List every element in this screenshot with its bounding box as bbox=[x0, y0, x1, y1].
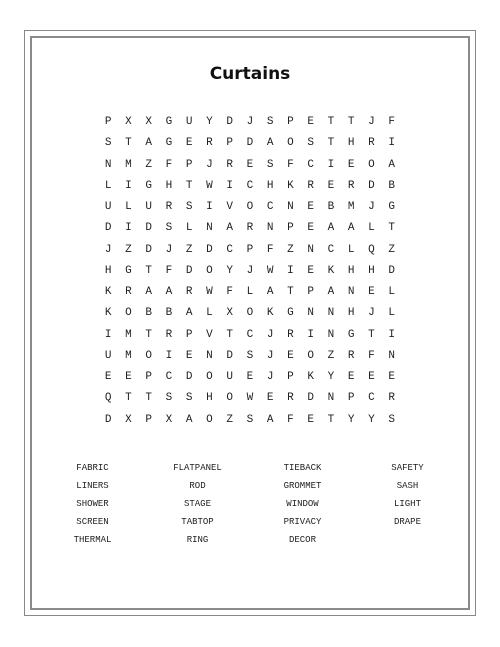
grid-letter: K bbox=[307, 371, 314, 383]
grid-letter: P bbox=[347, 392, 355, 405]
grid-letter: L bbox=[206, 307, 213, 320]
grid-letter: T bbox=[145, 328, 152, 341]
grid-letter: J bbox=[368, 307, 375, 320]
grid-letter: F bbox=[266, 243, 274, 256]
grid-letter: N bbox=[388, 349, 395, 362]
grid-letter: C bbox=[368, 392, 375, 405]
grid-letter: D bbox=[206, 243, 213, 256]
grid-letter: A bbox=[145, 286, 152, 298]
grid-letter: M bbox=[125, 349, 132, 362]
grid-letter: H bbox=[347, 137, 355, 150]
grid-letter: R bbox=[287, 392, 294, 405]
grid-letter: N bbox=[327, 328, 335, 341]
grid-letter: J bbox=[368, 201, 375, 213]
grid-letter: H bbox=[368, 264, 375, 277]
grid-letter: E bbox=[347, 158, 355, 171]
grid-letter: O bbox=[307, 349, 314, 362]
word-list-item: ROD bbox=[189, 481, 206, 491]
grid-letter: F bbox=[368, 349, 375, 362]
grid-letter: T bbox=[125, 392, 132, 405]
grid-letter: A bbox=[327, 286, 335, 298]
grid-letter: D bbox=[145, 243, 152, 256]
word-list-item: THERMAL bbox=[73, 535, 112, 545]
grid-letter: H bbox=[266, 179, 274, 192]
grid-letter: L bbox=[368, 222, 375, 235]
grid-letter: O bbox=[287, 137, 294, 150]
grid-letter: D bbox=[226, 116, 233, 128]
grid-letter: O bbox=[246, 307, 254, 320]
grid-letter: R bbox=[206, 137, 213, 150]
grid-letter: A bbox=[145, 137, 152, 150]
grid-letter: N bbox=[104, 158, 112, 171]
grid-letter: B bbox=[165, 307, 173, 320]
grid-letter: C bbox=[246, 179, 254, 192]
grid-letter: Q bbox=[368, 243, 375, 256]
grid-letter: U bbox=[104, 201, 112, 213]
word-list-item: FLATPANEL bbox=[173, 463, 222, 473]
grid-letter: I bbox=[104, 328, 112, 341]
grid-letter: D bbox=[185, 264, 193, 277]
grid-letter: D bbox=[368, 179, 375, 192]
grid-letter: P bbox=[246, 243, 254, 256]
grid-letter: G bbox=[347, 328, 355, 341]
grid-letter: M bbox=[125, 158, 132, 171]
grid-letter: R bbox=[226, 158, 233, 171]
grid-letter: O bbox=[368, 158, 375, 171]
grid-letter: H bbox=[347, 307, 355, 320]
word-list-item: LINERS bbox=[76, 481, 109, 491]
grid-letter: Z bbox=[327, 349, 335, 362]
grid-letter: J bbox=[246, 264, 254, 277]
grid-letter: J bbox=[266, 371, 274, 383]
grid-letter: O bbox=[206, 264, 213, 277]
grid-letter: V bbox=[206, 328, 213, 341]
grid-letter: H bbox=[347, 264, 355, 277]
grid-letter: L bbox=[347, 243, 355, 256]
grid-letter: E bbox=[307, 264, 314, 277]
grid-letter: S bbox=[246, 349, 254, 362]
grid-letter: F bbox=[165, 264, 173, 277]
grid-letter: R bbox=[368, 137, 375, 150]
grid-letter: S bbox=[185, 201, 193, 213]
grid-letter: I bbox=[165, 349, 173, 362]
grid-letter: H bbox=[206, 392, 213, 405]
grid-letter: T bbox=[327, 137, 335, 150]
grid-letter: X bbox=[125, 413, 132, 426]
grid-letter: H bbox=[165, 179, 173, 192]
grid-letter: E bbox=[104, 371, 112, 383]
grid-letter: D bbox=[104, 413, 112, 426]
grid-letter: C bbox=[226, 243, 233, 256]
grid-letter: E bbox=[185, 349, 193, 362]
grid-letter: N bbox=[206, 349, 213, 362]
letter-grid bbox=[98, 112, 402, 431]
grid-letter: E bbox=[368, 286, 375, 298]
grid-letter: T bbox=[287, 286, 294, 298]
grid-letter: O bbox=[206, 413, 213, 426]
grid-letter: B bbox=[388, 179, 395, 192]
grid-letter: D bbox=[307, 392, 314, 405]
grid-letter: A bbox=[165, 286, 173, 298]
grid-letter: L bbox=[185, 222, 193, 235]
grid-letter: E bbox=[185, 137, 193, 150]
grid-letter: E bbox=[307, 222, 314, 235]
grid-letter: V bbox=[226, 201, 233, 213]
grid-letter: Y bbox=[206, 116, 213, 128]
grid-letter: R bbox=[388, 392, 395, 405]
grid-letter: Z bbox=[226, 413, 233, 426]
grid-letter: R bbox=[347, 349, 355, 362]
grid-letter: E bbox=[327, 179, 335, 192]
grid-letter: L bbox=[125, 201, 132, 213]
grid-letter: I bbox=[125, 179, 132, 192]
grid-letter: L bbox=[388, 286, 395, 298]
grid-letter: I bbox=[388, 137, 395, 150]
grid-letter: G bbox=[165, 116, 173, 128]
grid-letter: E bbox=[287, 349, 294, 362]
grid-letter: M bbox=[125, 328, 132, 341]
grid-letter: R bbox=[246, 222, 254, 235]
grid-letter: I bbox=[287, 264, 294, 277]
grid-letter: Z bbox=[145, 158, 152, 171]
grid-letter: A bbox=[266, 137, 274, 150]
grid-letter: A bbox=[347, 222, 355, 235]
grid-letter: E bbox=[307, 116, 314, 128]
grid-letter: K bbox=[104, 286, 112, 298]
grid-letter: R bbox=[165, 201, 173, 213]
grid-letter: C bbox=[327, 243, 335, 256]
grid-letter: G bbox=[388, 201, 395, 213]
grid-letter: N bbox=[327, 307, 335, 320]
grid-letter: A bbox=[185, 413, 193, 426]
grid-letter: P bbox=[226, 137, 233, 150]
grid-letter: A bbox=[266, 286, 274, 298]
grid-letter: J bbox=[246, 116, 254, 128]
word-list bbox=[40, 459, 460, 549]
word-list-item: SHOWER bbox=[76, 499, 109, 509]
grid-letter: C bbox=[246, 328, 254, 341]
word-list-item: LIGHT bbox=[393, 499, 421, 509]
grid-letter: C bbox=[165, 371, 173, 383]
grid-letter: S bbox=[388, 413, 395, 426]
grid-letter: Y bbox=[226, 264, 233, 277]
word-list-item: STAGE bbox=[183, 499, 211, 509]
word-list-item: DRAPE bbox=[393, 517, 421, 527]
grid-letter: T bbox=[226, 328, 233, 341]
word-list-item: PRIVACY bbox=[283, 517, 322, 527]
grid-letter: A bbox=[388, 158, 395, 171]
grid-letter: O bbox=[206, 371, 213, 383]
grid-letter: T bbox=[388, 222, 395, 235]
grid-letter: T bbox=[185, 179, 193, 192]
grid-letter: E bbox=[307, 413, 314, 426]
grid-letter: E bbox=[246, 371, 254, 383]
grid-letter: W bbox=[246, 392, 254, 405]
grid-letter: Y bbox=[368, 413, 375, 426]
grid-letter: P bbox=[185, 158, 193, 171]
grid-letter: F bbox=[226, 286, 233, 298]
grid-letter: D bbox=[145, 222, 152, 235]
grid-letter: U bbox=[145, 201, 152, 213]
grid-letter: T bbox=[327, 116, 335, 128]
grid-letter: O bbox=[145, 349, 152, 362]
word-list-item: SAFETY bbox=[391, 463, 424, 473]
grid-letter: K bbox=[104, 307, 112, 320]
grid-letter: T bbox=[368, 328, 375, 341]
grid-letter: E bbox=[347, 371, 355, 383]
grid-letter: J bbox=[266, 328, 274, 341]
grid-letter: A bbox=[327, 222, 335, 235]
grid-letter: I bbox=[206, 201, 213, 213]
grid-letter: N bbox=[307, 307, 314, 320]
grid-letter: G bbox=[165, 137, 173, 150]
grid-letter: Y bbox=[347, 413, 355, 426]
grid-letter: X bbox=[145, 116, 152, 128]
grid-letter: W bbox=[206, 286, 213, 298]
word-list-item: RING bbox=[186, 535, 209, 545]
grid-letter: L bbox=[246, 286, 254, 298]
grid-letter: E bbox=[246, 158, 254, 171]
grid-letter: R bbox=[185, 286, 193, 298]
grid-letter: J bbox=[165, 243, 173, 256]
grid-letter: F bbox=[287, 413, 294, 426]
grid-letter: T bbox=[327, 413, 335, 426]
grid-letter: E bbox=[307, 201, 314, 213]
word-list-item: WINDOW bbox=[286, 499, 319, 509]
grid-letter: G bbox=[287, 307, 294, 320]
grid-letter: I bbox=[226, 179, 233, 192]
grid-letter: R bbox=[165, 328, 173, 341]
grid-letter: N bbox=[347, 286, 355, 298]
grid-letter: S bbox=[165, 392, 173, 405]
word-list-item: TIEBACK bbox=[283, 463, 322, 473]
grid-letter: A bbox=[226, 222, 233, 235]
grid-letter: S bbox=[165, 222, 173, 235]
grid-letter: I bbox=[125, 222, 132, 235]
grid-letter: D bbox=[104, 222, 112, 235]
grid-letter: U bbox=[226, 371, 233, 383]
grid-letter: D bbox=[388, 264, 395, 277]
grid-letter: P bbox=[185, 328, 193, 341]
grid-letter: D bbox=[185, 371, 193, 383]
grid-letter: A bbox=[266, 413, 274, 426]
grid-letter: U bbox=[104, 349, 112, 362]
grid-letter: J bbox=[266, 349, 274, 362]
grid-letter: S bbox=[185, 392, 193, 405]
grid-letter: Z bbox=[185, 243, 193, 256]
grid-letter: T bbox=[145, 264, 152, 277]
grid-letter: M bbox=[347, 201, 355, 213]
grid-letter: T bbox=[145, 392, 152, 405]
grid-letter: Z bbox=[287, 243, 294, 256]
grid-letter: P bbox=[287, 116, 294, 128]
grid-letter: X bbox=[125, 116, 132, 128]
grid-letter: K bbox=[287, 179, 294, 192]
grid-letter: S bbox=[266, 158, 274, 171]
grid-letter: W bbox=[206, 179, 213, 192]
word-list-item: SASH bbox=[396, 481, 419, 491]
grid-letter: P bbox=[287, 222, 294, 235]
grid-letter: H bbox=[104, 264, 112, 277]
grid-letter: F bbox=[165, 158, 173, 171]
grid-letter: X bbox=[165, 413, 173, 426]
grid-letter: D bbox=[246, 137, 254, 150]
grid-letter: O bbox=[246, 201, 254, 213]
word-list-item: TABTOP bbox=[181, 517, 214, 527]
grid-letter: G bbox=[145, 179, 152, 192]
grid-letter: P bbox=[307, 286, 314, 298]
grid-letter: R bbox=[125, 286, 132, 298]
grid-letter: F bbox=[287, 158, 294, 171]
grid-letter: C bbox=[266, 201, 274, 213]
grid-letter: K bbox=[327, 264, 335, 277]
grid-letter: F bbox=[388, 116, 395, 128]
grid-letter: R bbox=[347, 179, 355, 192]
grid-letter: N bbox=[307, 243, 314, 256]
grid-letter: X bbox=[226, 307, 233, 320]
grid-letter: S bbox=[246, 413, 254, 426]
grid-letter: S bbox=[104, 137, 112, 150]
grid-letter: B bbox=[327, 201, 335, 213]
grid-letter: T bbox=[347, 116, 355, 128]
grid-letter: Z bbox=[388, 243, 395, 256]
grid-letter: P bbox=[104, 116, 112, 128]
word-list-item: GROMMET bbox=[283, 481, 322, 491]
grid-letter: N bbox=[287, 201, 294, 213]
grid-letter: T bbox=[125, 137, 132, 150]
grid-letter: P bbox=[287, 371, 294, 383]
grid-letter: U bbox=[185, 116, 193, 128]
grid-letter: I bbox=[307, 328, 314, 341]
grid-letter: N bbox=[327, 392, 335, 405]
puzzle-title: Curtains bbox=[209, 64, 291, 84]
grid-letter: I bbox=[388, 328, 395, 341]
grid-letter: R bbox=[287, 328, 294, 341]
grid-letter: Y bbox=[327, 371, 335, 383]
grid-letter: Q bbox=[104, 392, 112, 405]
grid-letter: J bbox=[104, 243, 112, 256]
grid-letter: O bbox=[226, 392, 233, 405]
grid-letter: N bbox=[206, 222, 213, 235]
grid-letter: S bbox=[307, 137, 314, 150]
grid-letter: Z bbox=[125, 243, 132, 256]
grid-letter: L bbox=[104, 179, 112, 192]
word-list-item: SCREEN bbox=[76, 517, 109, 527]
grid-letter: P bbox=[145, 413, 152, 426]
grid-letter: D bbox=[226, 349, 233, 362]
grid-letter: N bbox=[266, 222, 274, 235]
grid-letter: A bbox=[185, 307, 193, 320]
grid-letter: E bbox=[388, 371, 395, 383]
grid-letter: R bbox=[307, 179, 314, 192]
grid-letter: E bbox=[368, 371, 375, 383]
grid-letter: E bbox=[125, 371, 132, 383]
grid-letter: C bbox=[307, 158, 314, 171]
grid-letter: B bbox=[145, 307, 152, 320]
grid-letter: S bbox=[266, 116, 274, 128]
grid-letter: I bbox=[327, 158, 335, 171]
grid-letter: W bbox=[266, 264, 274, 277]
grid-letter: O bbox=[125, 307, 132, 320]
grid-letter: K bbox=[266, 307, 274, 320]
grid-letter: J bbox=[206, 158, 213, 171]
grid-letter: J bbox=[368, 116, 375, 128]
grid-letter: L bbox=[388, 307, 395, 320]
grid-letter: G bbox=[125, 264, 132, 277]
word-list-item: DECOR bbox=[288, 535, 316, 545]
grid-letter: P bbox=[145, 371, 152, 383]
grid-letter: E bbox=[266, 392, 274, 405]
word-list-item: FABRIC bbox=[76, 463, 109, 473]
